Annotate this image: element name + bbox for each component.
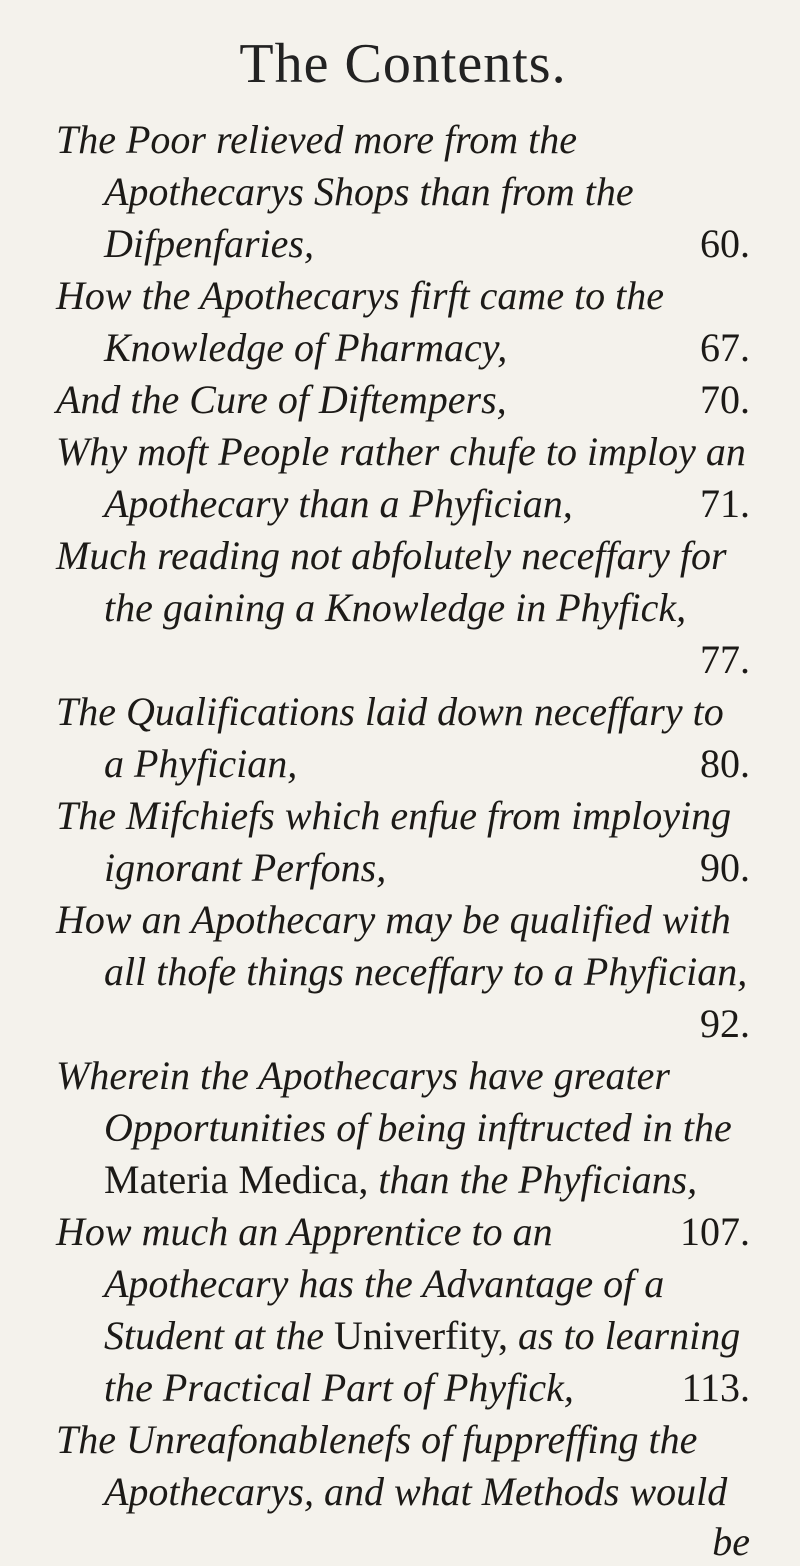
contents-list bbox=[56, 114, 750, 1518]
contents-entry bbox=[56, 530, 750, 686]
entry-text: The Unreafonablenefs of fuppreffing the Apothecarys, and what Methods would bbox=[56, 1417, 728, 1514]
entry-text: as to learning the Practical Part of Phyfick, bbox=[104, 1313, 741, 1410]
entry-text: How an Apothecary may be qualified with all thofe things neceffary to a Phyfician, bbox=[56, 897, 748, 994]
entry-page-number: 60. bbox=[700, 221, 750, 266]
entry-page-number: 90. bbox=[700, 845, 750, 890]
entry-text: Wherein the Apothecarys have greater Opportunities of being inftructed in the bbox=[56, 1053, 732, 1150]
entry-page-number: 77. bbox=[700, 637, 750, 682]
entry-text: Much reading not abfolutely neceffary for the gaining a Knowledge in Phyfick, bbox=[56, 533, 727, 630]
entry-page-number: 80. bbox=[700, 741, 750, 786]
contents-entry bbox=[56, 1050, 750, 1254]
contents-entry bbox=[56, 790, 750, 894]
entry-text-roman: Univerfity, bbox=[333, 1313, 508, 1358]
contents-entry bbox=[56, 374, 750, 426]
entry-text: The Poor relieved more from the Apothecarys Shops than from the Difpenfaries, bbox=[56, 117, 634, 266]
entry-text: The Qualifications laid down neceffary to a Phyfician, bbox=[56, 689, 724, 786]
entry-text: How much an Apprentice to an Apothecary has the Advantage of a Student at the bbox=[56, 1209, 665, 1358]
entry-page-number: 107. bbox=[680, 1209, 750, 1254]
entry-page-number: 67. bbox=[700, 325, 750, 370]
contents-entry bbox=[56, 114, 750, 270]
contents-entry bbox=[56, 1206, 750, 1414]
entry-text: How the Apothecarys firft came to the Knowledge of Pharmacy, bbox=[56, 273, 665, 370]
entry-page-number: 71. bbox=[700, 481, 750, 526]
entry-text: The Mifchiefs which enfue from imploying ignorant Perfons, bbox=[56, 793, 732, 890]
entry-text-roman: Materia Medica, bbox=[104, 1157, 369, 1202]
page-title: The Contents. bbox=[239, 33, 567, 95]
catchword: be bbox=[712, 1519, 750, 1564]
contents-entry bbox=[56, 686, 750, 790]
entry-text: than the Phyficians, bbox=[378, 1157, 698, 1202]
contents-entry bbox=[56, 1414, 750, 1518]
entry-page-number: 92. bbox=[700, 1001, 750, 1046]
contents-entry bbox=[56, 270, 750, 374]
contents-entry bbox=[56, 426, 750, 530]
contents-entry bbox=[56, 894, 750, 1050]
entry-page-number: 113. bbox=[681, 1365, 750, 1410]
entry-page-number: 70. bbox=[700, 377, 750, 422]
entry-text: Why moft People rather chufe to imploy an Apothecary than a Phyfician, bbox=[56, 429, 746, 526]
entry-text: And the Cure of Diftempers, bbox=[56, 377, 507, 422]
